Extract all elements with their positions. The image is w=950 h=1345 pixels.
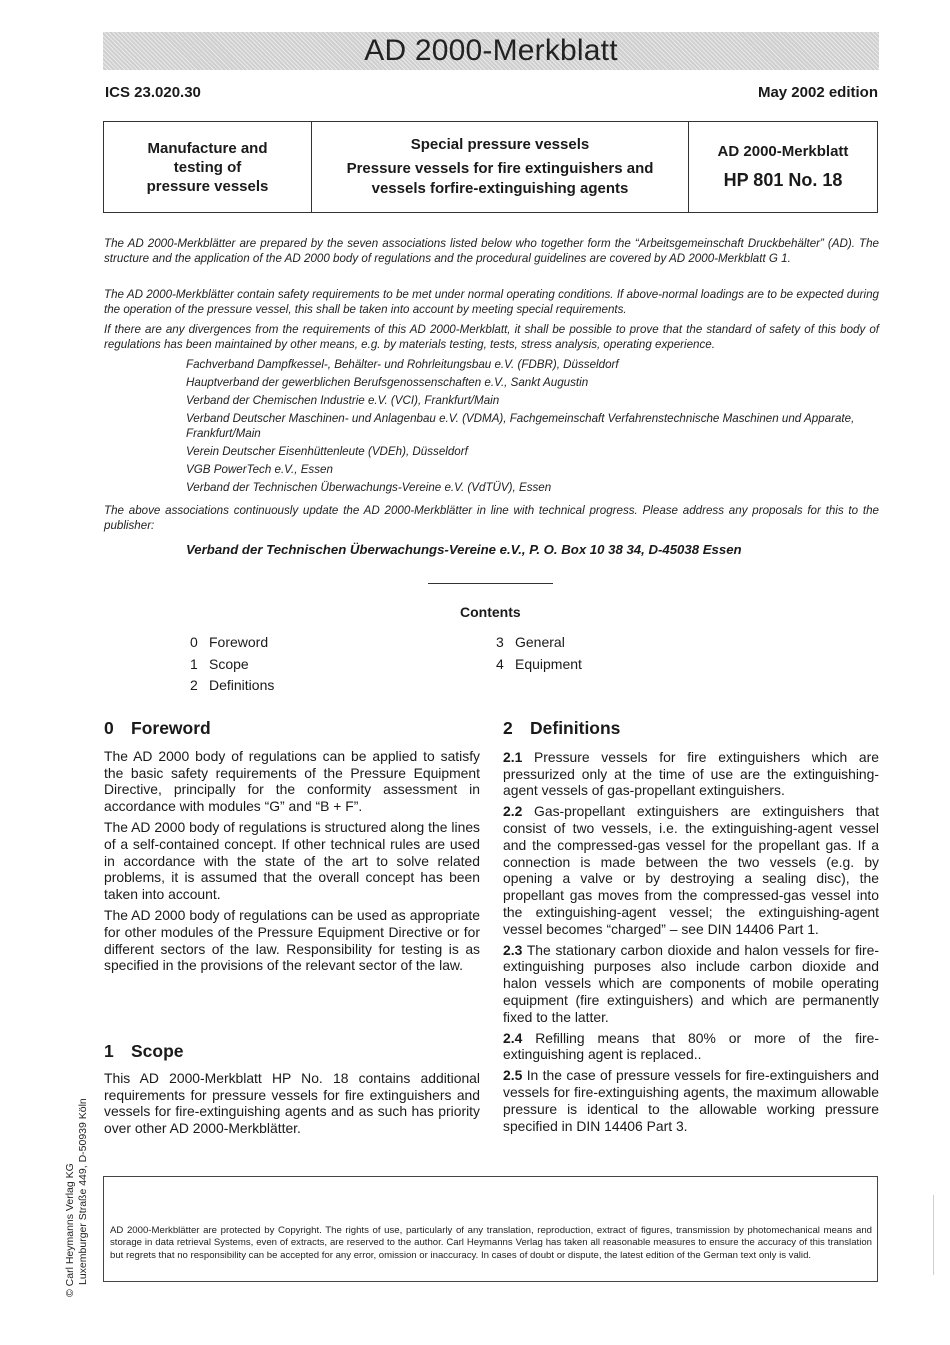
clause-number: 2.5 — [503, 1067, 523, 1084]
definition-item — [503, 749, 879, 799]
clause-text: Refilling means that 80% or more of the fire-extinguishing agent is replaced.. — [503, 1029, 880, 1063]
header-category-line: pressure vessels — [146, 177, 269, 195]
section-heading — [104, 720, 480, 737]
intro-paragraph: The above associations continuously update the AD 2000-Merkblätter in line with technical progress. Please address any proposals for this to the publisher: — [104, 504, 879, 532]
definitions-section — [503, 720, 879, 1134]
toc-item[interactable] — [190, 654, 274, 676]
publisher-street: Luxemburger Straße 449, D-50939 Köln — [77, 1098, 89, 1285]
association-item: Verein Deutscher Eisenhüttenleute (VDEh), Düsseldorf — [186, 445, 468, 458]
section-number: 0 — [104, 718, 114, 738]
toc-item[interactable] — [190, 675, 274, 697]
section-title: Scope — [131, 1041, 184, 1061]
clause-number: 2.1 — [503, 748, 523, 765]
toc-number: 0 — [190, 634, 198, 650]
clause-text: Gas-propellant extinguishers are extinguishers that consist of two vessels, i.e. the extinguishing-agent vessel and the compressed-gas vessel for the propellant gas. If a connection is made between the two vessels (e.g. by opening a valve or by destroying a sealing disc), the propellant gas moves from the compressed-gas vessel into the extinguishing-agent vessel; the extinguishing-agent vessel becomes “charged” – see DIN 14406 Part 1. — [503, 803, 880, 937]
association-list — [186, 357, 880, 498]
header-series: AD 2000-Merkblatt — [717, 143, 849, 160]
ics-code: ICS 23.020.30 — [105, 84, 201, 101]
copyright-notice: AD 2000-Merkblätter are protected by Copyright. The rights of use, particularly of any translation, reproduction, extract of figures, transmission by photomechanical means and storage in data retrieval Systems, even of extracts, are reserved to the author. Carl Heymanns Verlag has taken all reasonable measures to ensure the accuracy of this translation but regrets that no responsibility can be accepted for any error, omission or inaccuracy. In cases of doubt or dispute, the latest edition of the German text only is valid. — [110, 1225, 872, 1261]
header-designation — [689, 122, 877, 212]
body-paragraph: The AD 2000 body of regulations can be applied to satisfy the basic safety requirements of the Pressure Equipment Directive, principally for the conformity assessment in accordance with modules “G” and “B + F”. — [104, 747, 480, 815]
edition-date: May 2002 edition — [757, 84, 878, 101]
foreword-section — [104, 720, 480, 974]
header-subject-line: vessels forfire-extinguishing agents — [371, 180, 629, 197]
copyright-box — [103, 1176, 878, 1282]
title-banner — [103, 32, 879, 70]
clause-number: 2.2 — [503, 803, 523, 820]
document-title: AD 2000-Merkblatt — [364, 34, 618, 67]
publisher-address: Verband der Technischen Überwachungs-Vereine e.V., P. O. Box 10 38 34, D-45038 Essen — [186, 542, 742, 557]
association-item: Hauptverband der gewerblichen Berufsgenossenschaften e.V., Sankt Augustin — [186, 376, 589, 389]
definition-item — [503, 1067, 879, 1134]
section-title: Foreword — [131, 718, 211, 738]
intro-paragraph: The AD 2000-Merkblätter contain safety requirements to be met under normal operating conditions. If above-normal loadings are to be expected during the operation of the pressure vessel, this shall be taken into account by meeting special requirements. — [104, 288, 879, 316]
clause-text: In the case of pressure vessels for fire-extinguishers and vessels for fire-extinguishing agents, the maximum allowable pressure is identical to the allowable working pressure specified in DIN 14406 Part 3. — [503, 1067, 879, 1134]
toc-item[interactable] — [190, 632, 274, 654]
clause-text: The stationary carbon dioxide and halon vessels for fire-extinguishing purposes also include carbon dioxide and halon vessels which are components of mobile operating equipment (fire extinguishers) and which are permanently fixed to the latter. — [503, 941, 880, 1025]
body-paragraph: This AD 2000-Merkblatt HP No. 18 contains additional requirements for pressure vessels for fire extinguishers and vessels for fire-extinguishing agents and as such has priority over other AD 2000-Merkblätter. — [104, 1069, 480, 1137]
publisher-imprint — [64, 1098, 90, 1297]
toc-list — [190, 632, 274, 697]
header-box — [103, 121, 878, 213]
toc-number: 1 — [190, 655, 198, 672]
clause-number: 2.3 — [503, 941, 523, 958]
intro-paragraph: The AD 2000-Merkblätter are prepared by the seven associations listed below who together form the “Arbeitsgemeinschaft Druckbehälter” (AD). The structure and the application of the AD 2000 body of regulations and the procedural guidelines are covered by AD 2000-Merkblatt G 1. — [104, 237, 879, 265]
header-subject-line: Special pressure vessels — [410, 136, 590, 153]
divider — [428, 583, 553, 584]
header-category-line: Manufacture and — [147, 139, 268, 157]
clause-number: 2.4 — [503, 1029, 523, 1046]
association-item: Verband der Chemischen Industrie e.V. (VCI), Frankfurt/Main — [186, 394, 500, 407]
section-heading — [104, 1043, 480, 1060]
header-subject-line: Pressure vessels for fire extinguishers and — [346, 160, 654, 177]
definition-item — [503, 803, 879, 937]
definition-item — [503, 1030, 879, 1064]
toc-label: General — [515, 634, 565, 650]
toc-item[interactable] — [496, 654, 582, 676]
scope-section — [104, 1043, 480, 1137]
association-item: Fachverband Dampfkessel-, Behälter- und Rohrleitungsbau e.V. (FDBR), Düsseldorf — [186, 358, 619, 371]
header-subject — [312, 122, 689, 212]
association-item: VGB PowerTech e.V., Essen — [186, 463, 333, 476]
section-number: 2 — [503, 718, 513, 738]
toc-number: 4 — [496, 655, 504, 672]
toc-number: 3 — [496, 634, 504, 650]
toc-list — [496, 632, 582, 675]
publisher-name: © Carl Heymanns Verlag KG — [64, 1163, 76, 1297]
clause-text: Pressure vessels for fire extinguishers which are pressurized only at the time of use are the extinguishing-agent vessels of gas-propellant extinguishers. — [503, 748, 880, 799]
toc-label: Definitions — [209, 677, 275, 693]
toc-item[interactable] — [496, 632, 582, 654]
body-paragraph: The AD 2000 body of regulations is structured along the lines of a self-contained concept. If other technical rules are used in accordance with the state of the art to solve related problems, it is assumed that the overall concept has been taken into account. — [104, 818, 480, 903]
contents-heading: Contents — [460, 604, 521, 620]
definition-item — [503, 942, 879, 1026]
association-item: Verband der Technischen Überwachungs-Vereine e.V. (VdTÜV), Essen — [186, 481, 552, 494]
toc-label: Scope — [209, 655, 249, 672]
page-edge-mark — [933, 1195, 934, 1275]
header-category-line: testing of — [173, 158, 242, 176]
body-paragraph: The AD 2000 body of regulations can be used as appropriate for other modules of the Pressure Equipment Directive or for different sectors of the law. Responsibility for testing is as specified in the provisions of the relevant sector of the law. — [104, 906, 480, 974]
toc-label: Foreword — [209, 634, 269, 650]
header-number: HP 801 No. 18 — [723, 170, 843, 190]
header-category — [104, 122, 312, 212]
section-heading — [503, 720, 879, 737]
section-title: Definitions — [530, 718, 621, 738]
toc-label: Equipment — [515, 655, 582, 672]
association-item: Verband Deutscher Maschinen- und Anlagenbau e.V. (VDMA), Fachgemeinschaft Verfahrenstechnische Maschinen und Apparate, Frankfurt/Main — [186, 412, 855, 440]
section-number: 1 — [104, 1041, 114, 1061]
toc-number: 2 — [190, 677, 198, 693]
intro-paragraph: If there are any divergences from the requirements of this AD 2000-Merkblatt, it shall be possible to prove that the standard of safety of this body of regulations has been maintained by other means, e.g. by materials testing, tests, stress analysis, operating experience. — [104, 323, 879, 351]
